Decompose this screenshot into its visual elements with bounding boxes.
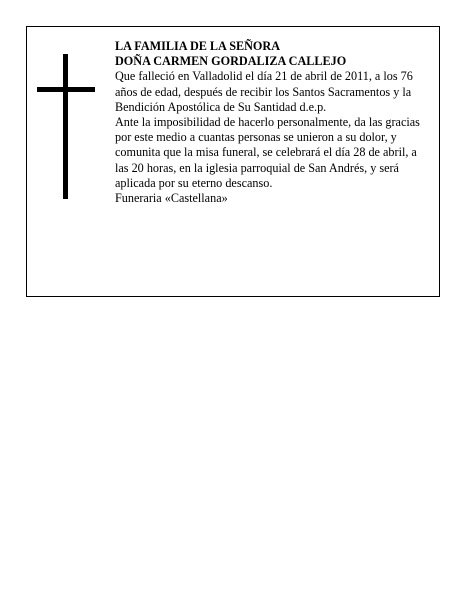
obituary-notice — [26, 26, 440, 297]
cross-vertical-bar — [63, 54, 68, 199]
thanks-and-funeral-paragraph: Ante la imposibilidad de hacerlo personalmente, da las gracias por este medio a cuantas personas se unieron a su dolor, y comunita que la misa funeral, se celebrará el día 28 de abril, a las 20 horas, en la iglesia parroquial de San Andrés, y será aplicada por su eterno descanso. — [115, 115, 420, 190]
death-announcement-paragraph: Que falleció en Valladolid el día 21 de abril de 2011, a los 76 años de edad, después de recibir los Santos Sacramentos y la Bendición Apostólica de Su Santidad d.e.p. — [115, 69, 413, 114]
heading-family: LA FAMILIA DE LA SEÑORA — [115, 39, 281, 53]
latin-cross-icon — [37, 54, 95, 199]
cross-horizontal-bar — [37, 87, 95, 92]
funeral-home-signature: Funeraria «Castellana» — [115, 191, 228, 206]
notice-text — [115, 39, 431, 206]
heading-deceased-name: DOÑA CARMEN GORDALIZA CALLEJO — [115, 54, 347, 69]
